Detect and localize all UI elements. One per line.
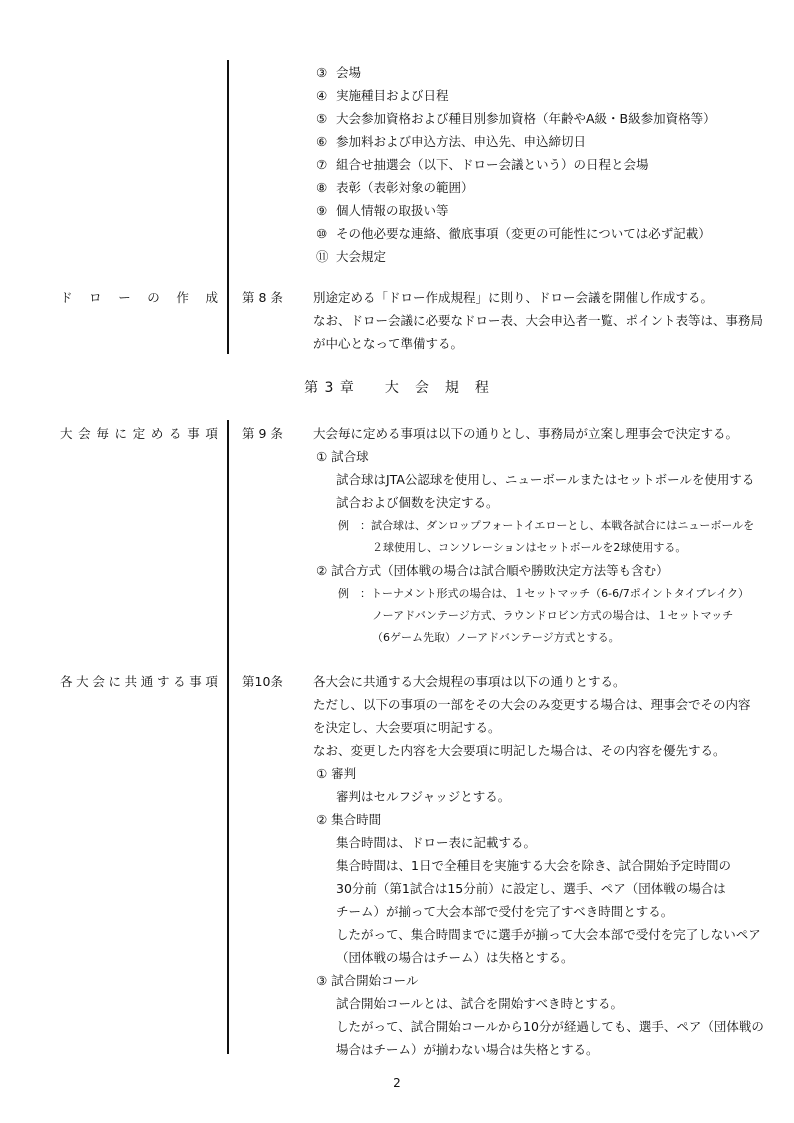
label-char: の <box>147 290 160 305</box>
article-10-item2-line: （団体戦の場合はチーム）は失格とする。 <box>336 950 574 965</box>
article-10-item3-line: 試合開始コールとは、試合を開始すべき時とする。 <box>336 996 624 1011</box>
article-10-intro: 各大会に共通する大会規程の事項は以下の通りとする。 <box>313 674 626 689</box>
label-char: 項 <box>205 674 218 689</box>
article-9-item2-example: （6ゲーム先取）ノーアドバンテージ方式とする。 <box>372 631 620 644</box>
label-char: 事 <box>189 674 202 689</box>
article-10-item1-title: ① 審判 <box>316 766 357 781</box>
article-10-number: 第10条 <box>242 674 283 689</box>
label-char: 会 <box>92 674 105 689</box>
list-item-text: 表彰（表彰対象の範囲） <box>336 180 474 195</box>
article-8-label <box>60 290 218 306</box>
list-item-number: ⑨ <box>316 203 328 218</box>
article-9-number: 第 9 条 <box>242 426 283 441</box>
label-char: ド <box>60 290 73 305</box>
label-char: 作 <box>176 290 189 305</box>
list-item-number: ⑩ <box>316 226 328 241</box>
list-item-text: 個人情報の取扱い等 <box>336 203 449 218</box>
article-10-item2-line: 集合時間は、ドロー表に記載する。 <box>336 835 537 850</box>
article-10-item2-line: チーム）が揃って大会本部で受付を完了すべき時間とする。 <box>336 904 674 919</box>
chapter-heading: 第 3 章 大 会 規 程 <box>304 380 490 396</box>
article-9-item1-example: ２球使用し、コンソレーションはセットボールを2球使用する。 <box>372 541 687 554</box>
article-10-item3-line: したがって、試合開始コールから10分が経過しても、選手、ペア（団体戦の <box>336 1019 764 1034</box>
page-number: 2 <box>393 1076 401 1090</box>
article-10-label <box>60 674 218 690</box>
list-item-text: 参加料および申込方法、申込先、申込締切日 <box>336 134 587 149</box>
article-10-intro: を決定し、大会要項に明記する。 <box>313 720 501 735</box>
article-10-item2-line: したがって、集合時間までに選手が揃って大会本部で受付を完了しないペア <box>336 927 761 942</box>
label-char: め <box>150 426 164 441</box>
article-10-item1-line: 審判はセルフジャッジとする。 <box>336 789 511 804</box>
label-char: す <box>156 674 170 689</box>
article-9-item2-example: 例 ：トーナメント形式の場合は、１セットマッチ（6-6/7ポイントタイブレイク） <box>338 587 750 600</box>
list-item-number: ⑪ <box>316 249 329 264</box>
article-10-item2-line: 集合時間は、1日で全種目を実施する大会を除き、試合開始予定時間の <box>336 858 731 873</box>
list-item-text: 組合せ抽選会（以下、ドロー会議という）の日程と会場 <box>336 157 649 172</box>
label-char: 成 <box>205 290 218 305</box>
article-9-item1-line: 試合球はJTA公認球を使用し、ニューボールまたはセットボールを使用する <box>336 472 755 487</box>
margin-rule-top <box>227 60 229 354</box>
article-10-item3-title: ③ 試合開始コール <box>316 973 419 988</box>
article-9-label <box>60 426 218 442</box>
label-char: 定 <box>132 426 146 441</box>
article-9-item1-example: 例 ：試合球は、ダンロップフォートイエローとし、本戦各試合にはニューボールを <box>338 519 755 532</box>
margin-rule-bottom <box>227 420 229 1054</box>
label-char: に <box>114 426 128 441</box>
list-item-text: 実施種目および日程 <box>336 88 449 103</box>
list-item-text: 大会規定 <box>336 249 387 264</box>
list-item-number: ④ <box>316 88 328 103</box>
label-char: 大 <box>60 426 73 441</box>
label-char: に <box>108 674 121 689</box>
list-item-number: ⑧ <box>316 180 328 195</box>
label-char: 共 <box>124 674 138 689</box>
article-8-line: が中心となって準備する。 <box>313 336 464 351</box>
article-9-item1-title: ① 試合球 <box>316 449 369 464</box>
list-item-text: 会場 <box>336 65 362 80</box>
label-char: 毎 <box>96 426 109 441</box>
label-char: 事 <box>187 426 200 441</box>
article-10-item2-title: ② 集合時間 <box>316 812 382 827</box>
list-item-text: 大会参加資格および種目別参加資格（年齢やA級・B級参加資格等） <box>336 111 716 126</box>
label-char: 大 <box>76 674 89 689</box>
article-9-item1-line: 試合および個数を決定する。 <box>336 495 499 510</box>
article-9-item2-example: ノーアドバンテージ方式、ラウンドロビン方式の場合は、１セットマッチ <box>372 609 734 622</box>
list-item-number: ③ <box>316 65 328 80</box>
label-char: ー <box>118 290 131 305</box>
label-char: る <box>169 426 182 441</box>
list-item-number: ⑥ <box>316 134 328 149</box>
label-char: 項 <box>205 426 218 441</box>
article-8-number: 第 8 条 <box>242 290 283 305</box>
article-9-item2-title: ② 試合方式（団体戦の場合は試合順や勝敗決定方法等も含む） <box>316 563 669 578</box>
label-char: 各 <box>60 674 73 689</box>
list-item-number: ⑤ <box>316 111 328 126</box>
list-item-text: その他必要な連絡、徹底事項（変更の可能性については必ず記載） <box>336 226 711 241</box>
article-10-intro: ただし、以下の事項の一部をその大会のみ変更する場合は、理事会でその内容 <box>313 697 751 712</box>
article-10-item2-line: 30分前（第1試合は15分前）に設定し、選手、ペア（団体戦の場合は <box>336 881 726 896</box>
article-8-line: 別途定める「ドロー作成規程」に則り、ドロー会議を開催し作成する。 <box>313 290 714 305</box>
article-10-item3-line: 場合はチーム）が揃わない場合は失格とする。 <box>336 1042 599 1057</box>
label-char: る <box>173 674 186 689</box>
list-item-number: ⑦ <box>316 157 328 172</box>
label-char: 通 <box>140 674 154 689</box>
article-9-intro: 大会毎に定める事項は以下の通りとし、事務局が立案し理事会で決定する。 <box>313 426 739 441</box>
label-char: ロ <box>89 290 102 305</box>
article-8-line: なお、ドロー会議に必要なドロー表、大会申込者一覧、ポイント表等は、事務局 <box>313 313 764 328</box>
article-10-intro: なお、変更した内容を大会要項に明記した場合は、その内容を優先する。 <box>313 743 726 758</box>
label-char: 会 <box>78 426 91 441</box>
